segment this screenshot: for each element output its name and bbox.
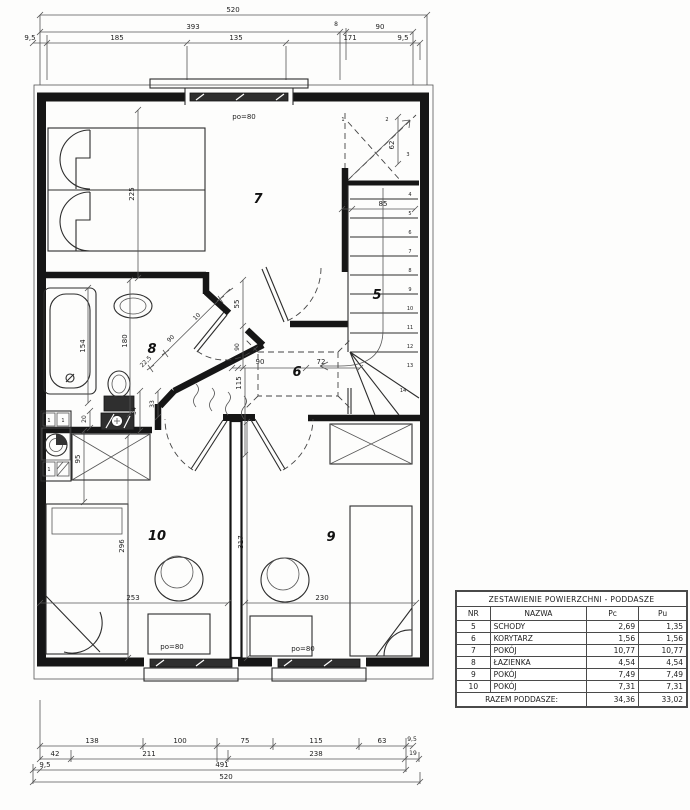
stair-step-number: 7 xyxy=(408,249,412,255)
table-footer-row xyxy=(456,693,687,708)
cell-pu: 7,49 xyxy=(639,669,687,681)
cell-nazwa: ŁAZIENKA xyxy=(490,657,586,669)
room-label-6: 6 xyxy=(292,365,302,380)
cell-pc: 7,31 xyxy=(587,681,639,693)
dim-label: 90 xyxy=(234,343,241,351)
window-size-label: po=80 xyxy=(160,643,184,651)
room-label-10: 10 xyxy=(147,529,167,544)
dim-label: 90 xyxy=(375,23,385,31)
dim-label: 135 xyxy=(229,34,243,42)
table-row xyxy=(456,633,687,645)
window-bottom-right xyxy=(278,659,360,667)
bed xyxy=(350,506,412,656)
cell-pc: 1,56 xyxy=(587,633,639,645)
cell-pc: 10,77 xyxy=(587,645,639,657)
dim-label: 3 xyxy=(229,359,233,366)
dim-label: 72 xyxy=(316,358,326,366)
stair-step-number: 10 xyxy=(406,306,414,312)
stair-step-number: 6 xyxy=(408,230,412,236)
stair-step-number: 11 xyxy=(406,325,414,331)
dim-label: 185 xyxy=(110,34,124,42)
window-bottom-left xyxy=(150,659,232,667)
dim-label: 9,5 xyxy=(397,34,409,42)
cell-pu: 4,54 xyxy=(639,657,687,669)
stair-step-number: 5 xyxy=(408,211,412,217)
dim-label: 393 xyxy=(186,23,200,31)
stair-step-number: 4 xyxy=(408,192,412,198)
cell-nazwa: POKÓJ xyxy=(490,681,586,693)
dimension-chain-bottom xyxy=(30,700,423,785)
cabinet-mark: 1 xyxy=(61,418,65,424)
footer-label: RAZEM PODDASZE: xyxy=(456,693,587,708)
stair-step-number: 2 xyxy=(385,117,389,123)
dim-label: 296 xyxy=(118,539,126,553)
cabinet-mark: 1 xyxy=(47,467,51,473)
dim-label: 22,5 xyxy=(138,354,154,370)
col-header-nr: NR xyxy=(456,607,490,621)
cell-pu: 10,77 xyxy=(639,645,687,657)
cell-pc: 2,69 xyxy=(587,621,639,633)
dim-label: 9,5 xyxy=(407,736,417,743)
dim-label: 115 xyxy=(309,737,323,745)
dim-label: 520 xyxy=(226,6,240,14)
room-label-7: 7 xyxy=(253,192,263,207)
table-header-row xyxy=(456,607,687,621)
area-summary-table xyxy=(455,590,688,708)
table-title-row xyxy=(456,591,687,607)
footer-pu: 33,02 xyxy=(639,693,687,708)
dim-label: 238 xyxy=(309,750,323,758)
dim-label: 138 xyxy=(85,737,99,745)
toilet-tank xyxy=(104,396,134,411)
room-label-5: 5 xyxy=(372,288,382,303)
cell-pu: 7,31 xyxy=(639,681,687,693)
dim-label: 253 xyxy=(126,594,140,602)
col-header-nazwa: NAZWA xyxy=(490,607,586,621)
room7-furniture xyxy=(48,107,263,281)
dimension-chain-top xyxy=(24,6,430,85)
table-row xyxy=(456,657,687,669)
cell-nazwa: POKÓJ xyxy=(490,669,586,681)
dim-label: 180 xyxy=(121,334,129,348)
bed xyxy=(46,504,128,654)
cell-nr: 9 xyxy=(456,669,490,681)
dim-label: 33 xyxy=(149,400,156,408)
cell-nazwa: POKÓJ xyxy=(490,645,586,657)
col-header-pu: Pu xyxy=(639,607,687,621)
cabinet-mark: 1 xyxy=(47,418,51,424)
dim-label: 225 xyxy=(128,187,136,201)
dim-label: 8 xyxy=(343,200,347,207)
dim-label: 520 xyxy=(219,773,233,781)
room10-furniture xyxy=(37,433,231,661)
table-row xyxy=(456,621,687,633)
dim-label: 8 xyxy=(334,21,338,28)
stair-step-number: 1 xyxy=(341,117,345,123)
cell-nazwa: KORYTARZ xyxy=(490,633,586,645)
dim-label: 9,5 xyxy=(24,34,36,42)
dim-label: 154 xyxy=(79,339,87,353)
dim-label: 211 xyxy=(142,750,156,758)
dim-label: 85 xyxy=(378,200,388,208)
stair-step-number: 9 xyxy=(408,287,412,293)
table-title: ZESTAWIENIE POWIERZCHNI - PODDASZE xyxy=(456,591,687,607)
dim-label: 62 xyxy=(388,140,396,150)
window-size-label: po=80 xyxy=(291,645,315,653)
dim-label: 491 xyxy=(215,761,229,769)
staircase xyxy=(320,114,419,415)
stair-step-number: 13 xyxy=(406,363,414,369)
dim-label: 10 xyxy=(191,311,203,323)
door-room9 xyxy=(251,419,285,471)
cell-nr: 7 xyxy=(456,645,490,657)
stair-step-number: 8 xyxy=(408,268,412,274)
corridor xyxy=(229,277,382,458)
dim-label: 317 xyxy=(237,535,245,549)
dim-label: 63 xyxy=(377,737,387,745)
cell-pc: 7,49 xyxy=(587,669,639,681)
window-size-label: po=80 xyxy=(232,113,256,121)
dim-label: 90 xyxy=(165,333,177,345)
stair-step-number: 14 xyxy=(399,388,407,394)
dim-label: 54 xyxy=(131,407,138,415)
table-row xyxy=(456,645,687,657)
stair-step-number: 12 xyxy=(406,344,414,350)
dim-label: 171 xyxy=(343,34,357,42)
door-room7 xyxy=(262,267,288,322)
dim-label: 90 xyxy=(255,358,265,366)
col-header-pc: Pc xyxy=(587,607,639,621)
cell-pu: 1,35 xyxy=(639,621,687,633)
interior-walls xyxy=(37,113,424,658)
room-label-9: 9 xyxy=(326,530,336,545)
cell-nr: 10 xyxy=(456,681,490,693)
dim-label: 19 xyxy=(409,750,417,757)
dim-label: 9,5 xyxy=(39,761,51,769)
table-row xyxy=(456,681,687,693)
dim-label: 20 xyxy=(81,415,88,423)
dim-label: 230 xyxy=(315,594,329,602)
dim-label: 42 xyxy=(50,750,60,758)
door-room10 xyxy=(191,420,227,471)
stair-step-number: 3 xyxy=(406,152,410,158)
footer-pc: 34,36 xyxy=(587,693,639,708)
cell-nr: 8 xyxy=(456,657,490,669)
cell-nr: 6 xyxy=(456,633,490,645)
cell-pu: 1,56 xyxy=(639,633,687,645)
dim-label: 75 xyxy=(240,737,250,745)
table-row xyxy=(456,669,687,681)
dim-label: 115 xyxy=(235,376,243,390)
cell-nr: 5 xyxy=(456,621,490,633)
dim-label: 95 xyxy=(74,454,82,464)
cell-nazwa: SCHODY xyxy=(490,621,586,633)
dim-label: 100 xyxy=(173,737,187,745)
dim-label: 55 xyxy=(233,299,241,309)
cell-pc: 4,54 xyxy=(587,657,639,669)
room-label-8: 8 xyxy=(147,342,157,357)
room9-furniture xyxy=(237,419,419,661)
